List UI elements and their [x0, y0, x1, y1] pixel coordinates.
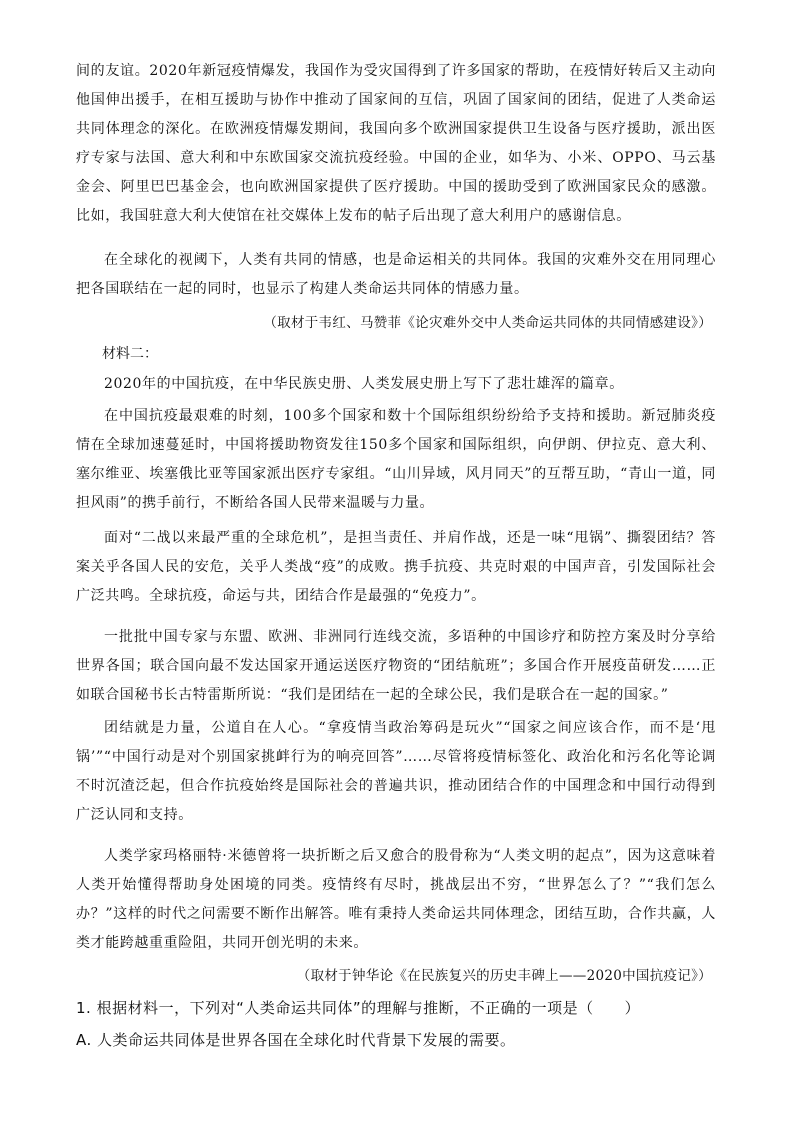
material2-paragraph-4: 一批批中国专家与东盟、欧洲、非洲同行连线交流，多语种的中国诊疗和防控方案及时分享给世界各国；联合国向最不发达国家开通运送医疗物资的“团结航班”；多国合作开展疫苗研发……正如联合国秘书长古特雷斯所说：“我们是团结在一起的全球公民，我们是联合在一起的国家。”: [76, 629, 716, 703]
material1-source: （取材于韦红、马赞菲《论灾难外交中人类命运共同体的共同情感建设》）: [263, 315, 712, 331]
material2-paragraph-3: 面对“二战以来最严重的全球危机”，是担当责任、并肩作战，还是一味“甩锅”、撕裂团结？答案关乎各国人民的安危，关乎人类战“疫”的成败。携手抗疫、共克时艰的中国声音，引发国际社会广泛共鸣。全球抗疫，命运与共，团结合作是最强的“免疫力”。: [76, 530, 716, 604]
material2-paragraph-2: 在中国抗疫最艰难的时刻，100多个国家和数十个国际组织纷纷给予支持和援助。新冠肺炎疫情在全球加速蔓延时，中国将援助物资发往150多个国家和国际组织，向伊朗、伊拉克、意大利、塞尔维亚、埃塞俄比亚等国家派出医疗专家组。“山川异域，风月同天”的互帮互助，“青山一道，同担风雨”的携手前行，不断给各国人民带来温暖与力量。: [76, 408, 716, 511]
material2-label: 材料二：: [102, 346, 158, 362]
material1-paragraph-2: 在全球化的视阈下，人类有共同的情感，也是命运相关的共同体。我国的灾难外交在用同理心把各国联结在一起的同时，也显示了构建人类命运共同体的情感力量。: [76, 252, 716, 297]
material1-paragraph-1: 间的友谊。2020年新冠疫情爆发，我国作为受灾国得到了许多国家的帮助，在疫情好转后又主动向他国伸出援手，在相互援助与协作中推动了国家间的互信，巩固了国家间的团结，促进了人类命运共同体理念的深化。在欧洲疫情爆发期间，我国向多个欧洲国家提供卫生设备与医疗援助，派出医疗专家与法国、意大利和中东欧国家交流抗疫经验。中国的企业，如华为、小米、OPPO、马云基金会、阿里巴巴基金会，也向欧洲国家提供了医疗援助。中国的援助受到了欧洲国家民众的感激。比如，我国驻意大利大使馆在社交媒体上发布的帖子后出现了意大利用户的感谢信息。: [76, 63, 716, 224]
material2-source: （取材于钟华论《在民族复兴的历史丰碑上——2020中国抗疫记》）: [296, 968, 712, 984]
question-option-a[interactable]: A. 人类命运共同体是世界各国在全球化时代背景下发展的需要。: [76, 1031, 516, 1049]
question-stem: 1. 根据材料一，下列对“人类命运共同体”的理解与推断，不正确的一项是（ ）: [76, 999, 641, 1017]
material2-paragraph-6: 人类学家玛格丽特·米德曾将一块折断之后又愈合的股骨称为“人类文明的起点”，因为这意味着人类开始懂得帮助身处困境的同类。疫情终有尽时，挑战层出不穷，“世界怎么了？”“我们怎么办？”这样的时代之问需要不断作出解答。唯有秉持人类命运共同体理念，团结互助，合作共赢，人类才能跨越重重险阻，共同开创光明的未来。: [76, 848, 716, 951]
material2-paragraph-5: 团结就是力量，公道自在人心。“拿疫情当政治筹码是玩火”“国家之间应该合作，而不是‘甩锅’”“中国行动是对个别国家挑衅行为的响亮回答”……尽管将疫情标签化、政治化和污名化等论调不时沉渣泛起，但合作抗疫始终是国际社会的普遍共识，推动团结合作的中国理念和中国行动得到广泛认同和支持。: [76, 720, 716, 823]
material2-paragraph-1: 2020年的中国抗疫，在中华民族史册、人类发展史册上写下了悲壮雄浑的篇章。: [104, 376, 624, 392]
